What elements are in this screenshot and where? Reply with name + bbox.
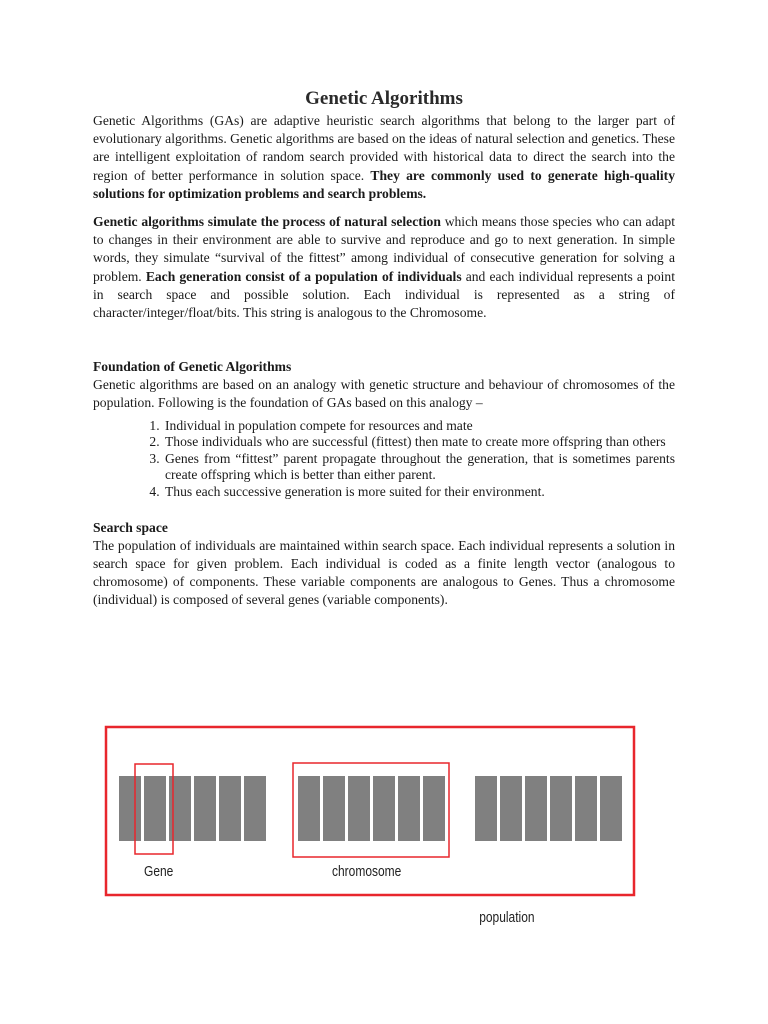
search-space-heading: Search space [93, 519, 168, 535]
gene-block [119, 776, 141, 841]
gene-highlight-box [135, 764, 173, 854]
gene-block [298, 776, 320, 841]
gene-blocks [119, 776, 622, 841]
population-outline [106, 727, 634, 895]
gene-block [219, 776, 241, 841]
gene-block [348, 776, 370, 841]
gene-block [525, 776, 547, 841]
list-item: 2. Those individuals who are successful (fittest) then mate to create more offspring than others [163, 434, 675, 451]
document-page [93, 88, 675, 609]
population-label: population [479, 908, 535, 926]
intro-bold-text: They are commonly used to generate high-quality solutions for optimization problems and search problems. [93, 167, 675, 201]
foundation-list [93, 418, 675, 501]
intro-paragraph [93, 112, 675, 203]
foundation-heading: Foundation of Genetic Algorithms [93, 359, 292, 375]
gene-block [550, 776, 572, 841]
gene-block [144, 776, 166, 841]
para2-bold-2: Each generation consist of a population of individuals [145, 268, 462, 284]
gene-block [373, 776, 395, 841]
gene-block [194, 776, 216, 841]
gene-block [475, 776, 497, 841]
foundation-paragraph: Genetic algorithms are based on an analogy with genetic structure and behaviour of chromosomes of the population. Following is the foundation of GAs based on this analogy – [93, 377, 675, 411]
gene-block [500, 776, 522, 841]
list-item: 1. Individual in population compete for resources and mate [163, 418, 675, 435]
gene-block [575, 776, 597, 841]
intro-text: Genetic Algorithms (GAs) are adaptive heuristic search algorithms that belong to the larger part of evolutionary algorithms. Genetic algorithms are based on the ideas of natural selection and genetics. These are intelligent exploitation of random search provided with historical data to direct the search into the region of better performance in solution space. [93, 113, 675, 183]
para2-text-2: and each individual represents a point in search space and possible solution. Each individual is represented as a string of character/integer/float/bits. This string is analogous to the Chromosome. [93, 268, 675, 321]
gene-block [600, 776, 622, 841]
gene-block [323, 776, 345, 841]
list-item: 3. Genes from “fittest” parent propagate throughout the generation, that is sometimes parents create offspring which is better than either parent. [163, 451, 675, 484]
gene-block [423, 776, 445, 841]
para2-text-1: which means those species who can adapt to changes in their environment are able to survive and reproduce and go to next generation. In simple words, they simulate “survival of the fittest” among individual of consecutive generation for solving a problem. [93, 214, 675, 284]
list-item: 4. Thus each successive generation is more suited for their environment. [163, 484, 675, 501]
gene-label: Gene [144, 862, 174, 880]
gene-block [169, 776, 191, 841]
gene-block [398, 776, 420, 841]
para2-bold-1: Genetic algorithms simulate the process of natural selection [93, 214, 441, 230]
page-title: Genetic Algorithms [305, 88, 463, 109]
natural-selection-paragraph [93, 213, 675, 322]
search-space-paragraph: The population of individuals are maintained within search space. Each individual represents a solution in search space for given problem. Each individual is coded as a finite length vector (analogous to chromosome) of components. These variable components are analogous to Genes. Thus a chromosome (individual) is composed of several genes (variable components). [93, 537, 675, 608]
chromosome-highlight-box [293, 763, 449, 857]
chromosome-label: chromosome [332, 862, 402, 880]
gene-block [244, 776, 266, 841]
